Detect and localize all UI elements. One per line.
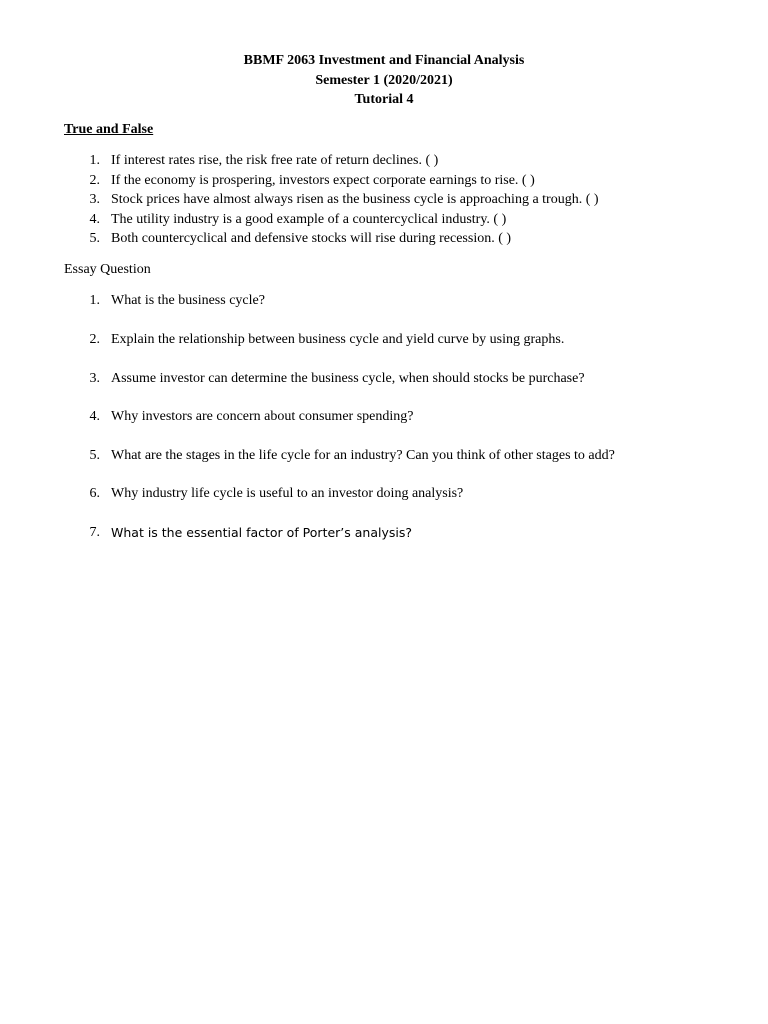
item-text: If interest rates rise, the risk free rate of return declines. ( ) (111, 153, 439, 168)
item-text: What is the business cycle? (111, 293, 265, 308)
item-text: Both countercyclical and defensive stocks will rise during recession. ( ) (111, 231, 512, 246)
item-text: Why investors are concern about consumer spending? (111, 409, 414, 424)
item-number: 5. (89, 447, 100, 463)
item-number: 1. (89, 153, 100, 168)
item-number: 3. (89, 192, 100, 207)
item-number: 4. (89, 409, 100, 424)
item-number: 6. (89, 486, 100, 501)
item-number: 7. (89, 524, 100, 540)
item-text: Explain the relationship between business cycle and yield curve by using graphs. (111, 332, 565, 347)
item-number: 1. (89, 293, 100, 308)
true-false-heading: True and False (64, 122, 154, 137)
item-number: 5. (89, 231, 100, 246)
item-number: 3. (89, 370, 100, 386)
course-title: BBMF 2063 Investment and Financial Analysis (243, 53, 525, 68)
item-text: Why industry life cycle is useful to an investor doing analysis? (111, 486, 464, 501)
item-number: 2. (89, 172, 100, 188)
item-text: Assume investor can determine the business cycle, when should stocks be purchase? (111, 370, 585, 386)
item-number: 4. (89, 211, 100, 227)
item-text: Stock prices have almost always risen as the business cycle is approaching a trough. ( ) (111, 192, 599, 207)
item-number: 2. (89, 332, 100, 347)
semester-label: Semester 1 (2020/2021) (315, 72, 453, 88)
item-text: What is the essential factor of Porter’s analysis? (111, 524, 413, 540)
tutorial-label: Tutorial 4 (354, 92, 414, 107)
document-header (0, 51, 768, 110)
item-text: If the economy is prospering, investors expect corporate earnings to rise. ( ) (111, 172, 535, 188)
essay-heading: Essay Question (64, 262, 151, 277)
item-text: The utility industry is a good example of a countercyclical industry. ( ) (111, 211, 507, 227)
item-text: What are the stages in the life cycle for an industry? Can you think of other stages to add? (111, 447, 615, 463)
